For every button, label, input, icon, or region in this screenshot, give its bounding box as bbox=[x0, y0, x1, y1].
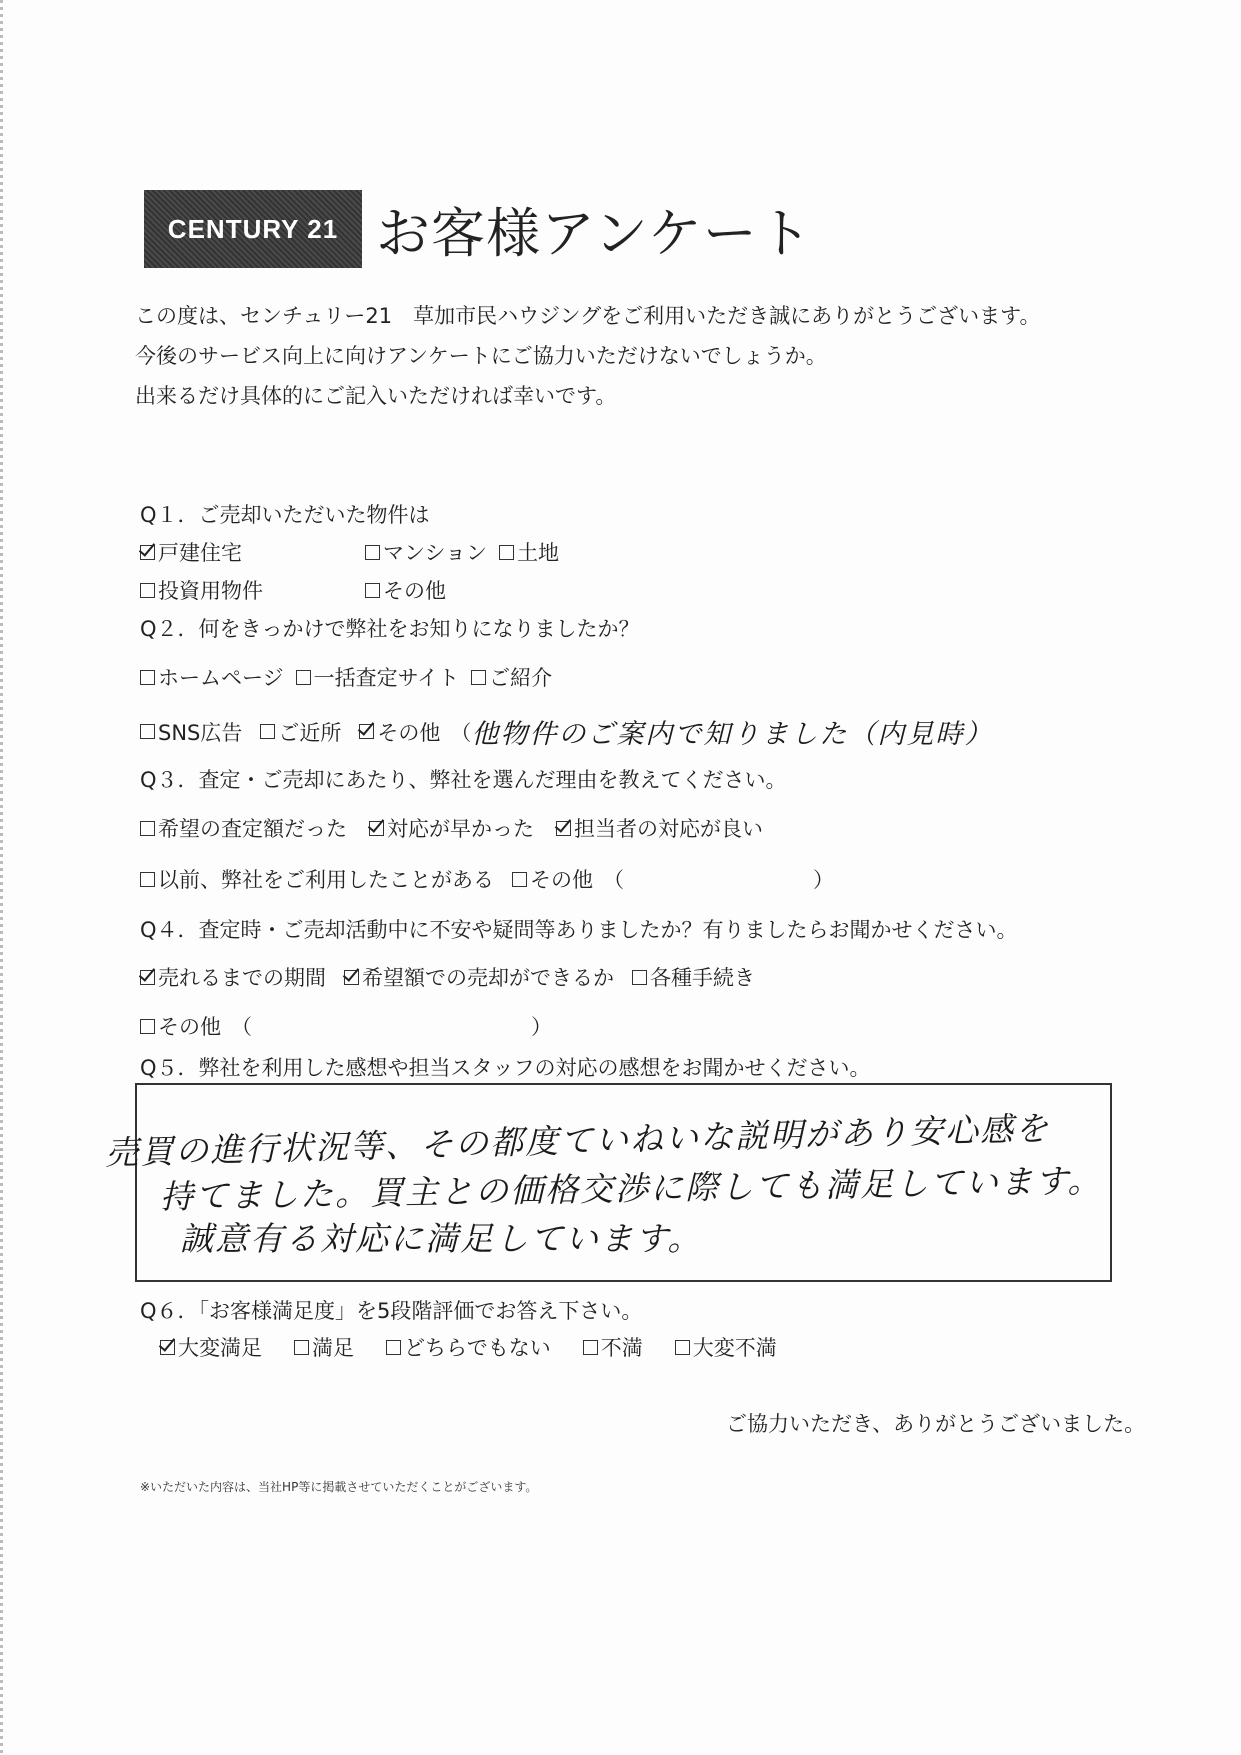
checkbox[interactable] bbox=[140, 724, 155, 739]
q1-option-other[interactable]: その他 bbox=[365, 575, 446, 605]
q4-option-procedures[interactable]: 各種手続き bbox=[632, 962, 755, 992]
q4-option-desired-price[interactable]: 希望額での売却ができるか bbox=[344, 962, 614, 992]
intro-line: 今後のサービス向上に向けアンケートにご協力いただけないでしょうか。 bbox=[135, 344, 827, 368]
checkbox[interactable] bbox=[260, 724, 275, 739]
q4-question: Q４．査定時・ご売却活動中に不安や疑問等ありましたか？有りましたらお聞かせください。 bbox=[140, 918, 1018, 942]
checkbox-checked[interactable] bbox=[140, 545, 155, 560]
checkbox[interactable] bbox=[140, 583, 155, 598]
q2-option-neighborhood[interactable]: ご近所 bbox=[260, 717, 341, 747]
q3-option-good-staff[interactable]: 担当者の対応が良い bbox=[556, 813, 763, 843]
q2-other-handwritten[interactable]: 他物件のご案内で知りました（内見時） bbox=[471, 719, 994, 750]
checkbox[interactable] bbox=[365, 583, 380, 598]
checkbox[interactable] bbox=[140, 670, 155, 685]
q3-question: Q３．査定・ご売却にあたり、弊社を選んだ理由を教えてください。 bbox=[140, 768, 787, 792]
checkbox[interactable] bbox=[296, 670, 311, 685]
q4-other-close-paren: ） bbox=[531, 1015, 552, 1039]
q2-option-other[interactable]: その他 bbox=[359, 717, 440, 747]
q1-option-investment[interactable]: 投資用物件 bbox=[140, 575, 365, 605]
century21-logo: CENTURY 21 bbox=[144, 190, 362, 268]
q5-question: Q５．弊社を利用した感想や担当スタッフの対応の感想をお聞かせください。 bbox=[140, 1056, 871, 1080]
q1-row-1 bbox=[140, 537, 559, 567]
q2-option-referral[interactable]: ご紹介 bbox=[471, 662, 552, 692]
checkbox-checked[interactable] bbox=[369, 821, 384, 836]
q3-option-other[interactable]: その他 bbox=[512, 864, 593, 894]
q4-row-2 bbox=[140, 1011, 552, 1041]
checkbox-checked[interactable] bbox=[344, 970, 359, 985]
q2-option-homepage[interactable]: ホームページ bbox=[140, 662, 284, 692]
page-title: お客様アンケート bbox=[376, 201, 813, 265]
q1-row-2 bbox=[140, 575, 446, 605]
checkbox[interactable] bbox=[140, 1019, 155, 1034]
checkbox[interactable] bbox=[294, 1340, 309, 1355]
q3-row-2 bbox=[140, 864, 834, 894]
q2-option-bulk-appraisal[interactable]: 一括査定サイト bbox=[296, 662, 460, 692]
q6-option-very-satisfied[interactable]: 大変満足 bbox=[160, 1332, 262, 1362]
q5-answer-line: 誠意有る対応に満足しています。 bbox=[180, 1219, 703, 1258]
intro-line: 出来るだけ具体的にご記入いただければ幸いです。 bbox=[135, 384, 617, 408]
checkbox[interactable] bbox=[675, 1340, 690, 1355]
q2-row-2 bbox=[140, 712, 993, 751]
q6-question: Q６．「お客様満足度」を5段階評価でお答え下さい。 bbox=[140, 1299, 643, 1323]
checkbox[interactable] bbox=[365, 545, 380, 560]
q6-option-dissatisfied[interactable]: 不満 bbox=[583, 1332, 643, 1362]
q3-option-used-before[interactable]: 以前、弊社をご利用したことがある bbox=[140, 864, 494, 894]
checkbox-checked[interactable] bbox=[359, 724, 374, 739]
checkbox[interactable] bbox=[386, 1340, 401, 1355]
q4-row-1 bbox=[140, 962, 755, 992]
q6-option-neutral[interactable]: どちらでもない bbox=[386, 1332, 551, 1362]
checkbox-checked[interactable] bbox=[160, 1340, 175, 1355]
q2-row-1 bbox=[140, 662, 552, 692]
q6-option-satisfied[interactable]: 満足 bbox=[294, 1332, 354, 1362]
checkbox[interactable] bbox=[632, 970, 647, 985]
checkbox[interactable] bbox=[512, 872, 527, 887]
q2-question: Q２．何をきっかけで弊社をお知りになりましたか？ bbox=[140, 617, 640, 641]
q3-option-quick-response[interactable]: 対応が早かった bbox=[369, 813, 534, 843]
q5-answer-line: 持てました。買主との価格交渉に際しても満足しています。 bbox=[159, 1160, 1103, 1217]
footnote: ※いただいた内容は、当社HP等に掲載させていただくことがございます。 bbox=[140, 1480, 538, 1494]
checkbox-checked[interactable] bbox=[556, 821, 571, 836]
q4-option-sale-period[interactable]: 売れるまでの期間 bbox=[140, 962, 326, 992]
q1-question: Q１．ご売却いただいた物件は bbox=[140, 503, 430, 527]
q4-other-open-paren: （ bbox=[231, 1015, 252, 1039]
checkbox[interactable] bbox=[140, 821, 155, 836]
closing-message: ご協力いただき、ありがとうございました。 bbox=[726, 1412, 1146, 1436]
q4-option-other[interactable]: その他 bbox=[140, 1011, 221, 1041]
q1-option-condo[interactable]: マンション bbox=[365, 537, 487, 567]
q1-option-detached-house[interactable]: 戸建住宅 bbox=[140, 537, 365, 567]
q5-answer-line: 売買の進行状況等、その都度ていねいな説明があり安心感を bbox=[104, 1108, 1051, 1173]
q6-row bbox=[160, 1332, 777, 1362]
intro-line: この度は、センチュリー21 草加市民ハウジングをご利用いただき誠にありがとうございます。 bbox=[135, 304, 1041, 328]
checkbox[interactable] bbox=[471, 670, 486, 685]
checkbox[interactable] bbox=[499, 545, 514, 560]
q3-row-1 bbox=[140, 813, 763, 843]
checkbox-checked[interactable] bbox=[140, 970, 155, 985]
intro-text bbox=[135, 296, 1040, 416]
scan-edge bbox=[0, 0, 3, 1755]
q2-other-open-paren: （ bbox=[450, 720, 472, 745]
q3-option-desired-appraisal[interactable]: 希望の査定額だった bbox=[140, 813, 347, 843]
q1-option-land[interactable]: 土地 bbox=[499, 537, 559, 567]
q3-other-close-paren: ） bbox=[813, 868, 834, 892]
q3-other-open-paren: （ bbox=[603, 868, 624, 892]
q2-option-sns-ad[interactable]: SNS広告 bbox=[140, 717, 242, 747]
checkbox[interactable] bbox=[583, 1340, 598, 1355]
header bbox=[144, 190, 813, 268]
q6-option-very-dissatisfied[interactable]: 大変不満 bbox=[675, 1332, 777, 1362]
checkbox[interactable] bbox=[140, 872, 155, 887]
